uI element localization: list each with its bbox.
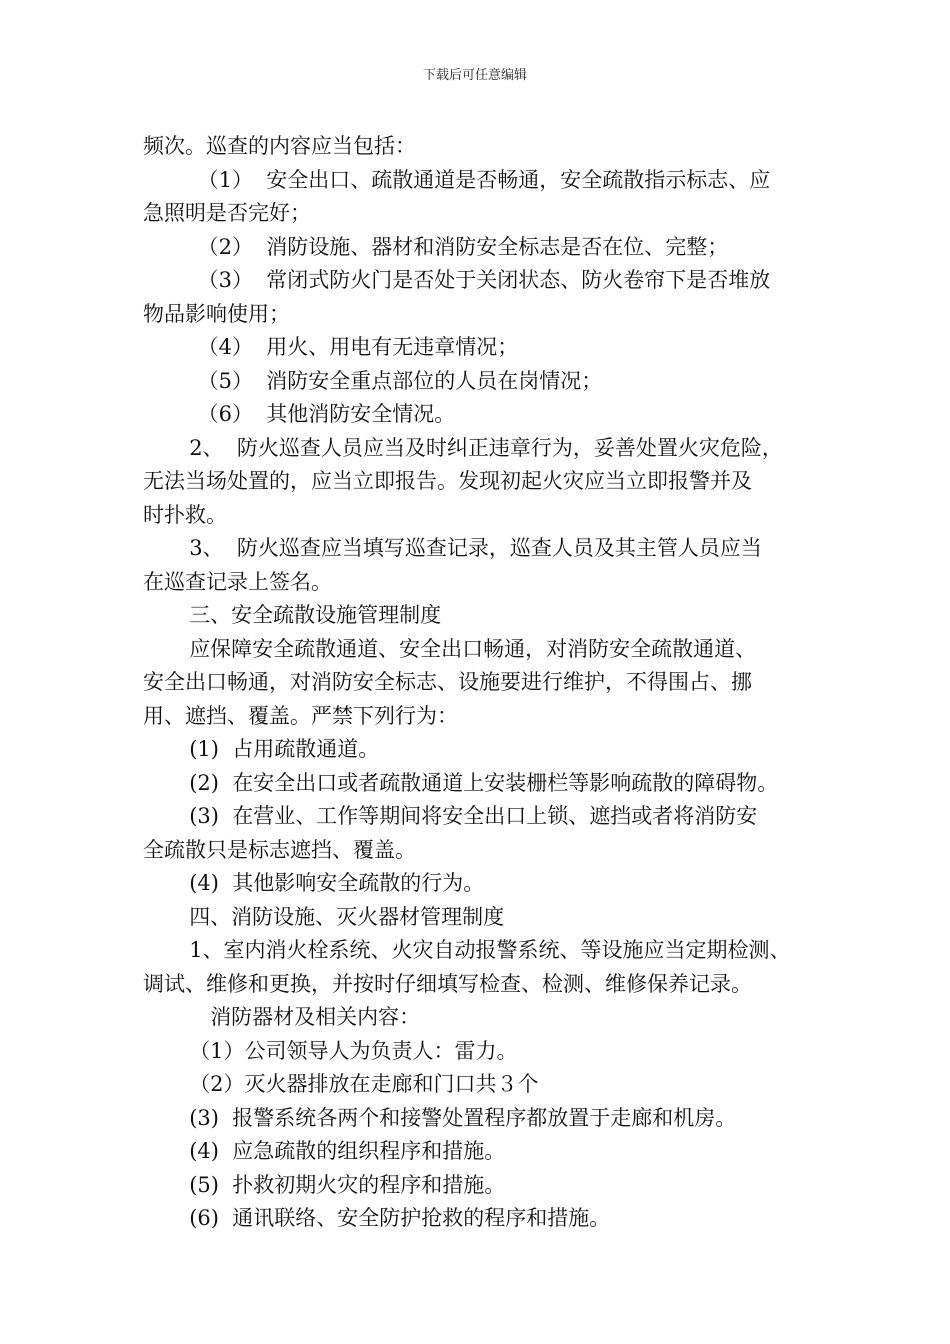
paragraph-line: （2）灭火器排放在走廊和门口共３个 — [189, 1072, 539, 1096]
paragraph-line: 三、安全疏散设施管理制度 — [189, 603, 442, 627]
paragraph-line: （1）公司领导人为负责人：雷力。 — [189, 1038, 518, 1063]
paragraph-line: 在巡查记录上签名。 — [143, 569, 332, 594]
page-header: 下载后可任意编辑 — [422, 68, 527, 83]
paragraph-line: (3) 报警系统各两个和接警处置程序都放置于走廊和机房。 — [189, 1105, 737, 1130]
paragraph-line: （5） 消防安全重点部位的人员在岗情况； — [197, 368, 603, 393]
paragraph-line: 安全出口畅通，对消防安全标志、设施要进行维护，不得围占、挪 — [143, 670, 752, 694]
paragraph-line: 用、遮挡、覆盖。严禁下列行为： — [143, 703, 458, 728]
paragraph-line: （1） 安全出口、疏散通道是否畅通，安全疏散指示标志、应 — [197, 167, 771, 192]
paragraph-line: 四、消防设施、灭火器材管理制度 — [189, 904, 505, 929]
paragraph-line: (3) 在营业、工作等期间将安全出口上锁、遮挡或者将消防安 — [189, 804, 758, 828]
paragraph-line: 物品影响使用； — [143, 301, 290, 326]
paragraph-line: (6) 通讯联络、安全防护抢救的程序和措施。 — [189, 1206, 611, 1230]
paragraph-line: 急照明是否完好； — [143, 201, 311, 225]
paragraph-line: (4) 应急疏散的组织程序和措施。 — [189, 1139, 506, 1163]
paragraph-line: (4) 其他影响安全疏散的行为。 — [189, 871, 485, 895]
paragraph-line: 调试、维修和更换，并按时仔细填写检查、检测、维修保养记录。 — [143, 971, 752, 996]
paragraph-line: 消防器材及相关内容： — [210, 1005, 421, 1029]
paragraph-line: （3） 常闭式防火门是否处于关闭状态、防火卷帘下是否堆放 — [197, 268, 771, 292]
paragraph-line: 2、 防火巡查人员应当及时纠正违章行为，妥善处置火灾危险， — [189, 435, 783, 460]
paragraph-line: 时扑救。 — [143, 502, 227, 527]
document-body — [143, 130, 833, 1236]
paragraph-line: 3、 防火巡查应当填写巡查记录，巡查人员及其主管人员应当 — [189, 536, 762, 560]
paragraph-line: 全疏散只是标志遮挡、覆盖。 — [143, 837, 416, 862]
paragraph-line: （6） 其他消防安全情况。 — [197, 402, 456, 426]
paragraph-line: (5) 扑救初期火灾的程序和措施。 — [189, 1172, 506, 1197]
paragraph-line: （4） 用火、用电有无违章情况； — [197, 335, 519, 359]
paragraph-line: 频次。巡查的内容应当包括： — [143, 134, 416, 158]
paragraph-line: 应保障安全疏散通道、安全出口畅通，对消防安全疏散通道、 — [189, 636, 757, 661]
paragraph-line: （2） 消防设施、器材和消防安全标志是否在位、完整； — [197, 234, 729, 259]
paragraph-line: 1、室内消火栓系统、火灾自动报警系统、等设施应当定期检测、 — [189, 938, 791, 962]
paragraph-line: (1) 占用疏散通道。 — [189, 737, 380, 761]
paragraph-line: (2) 在安全出口或者疏散通道上安装栅栏等影响疏散的障碍物。 — [189, 770, 779, 795]
paragraph-line: 无法当场处置的，应当立即报告。发现初起火灾应当立即报警并及 — [143, 469, 752, 493]
